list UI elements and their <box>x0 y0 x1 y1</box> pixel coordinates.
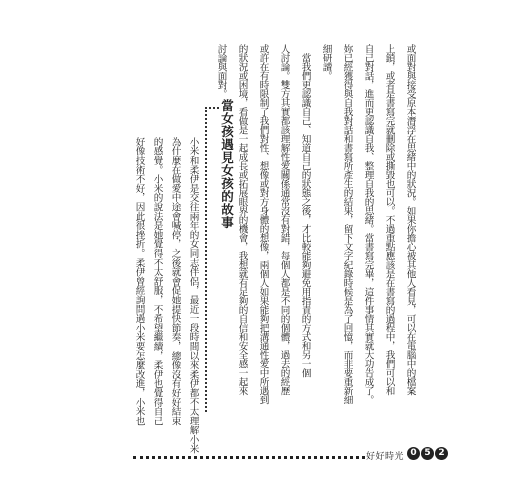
sidebar-text-column: 的感覺。小米的說法是她覺得不太舒服，不希望繼續，柔伊也覺得自己 <box>151 137 163 426</box>
body-text-column: 自己對話，進而更認識自我、整理自我的思緒。當書寫完畢，這件事情其實就大功告成了。 <box>362 44 374 404</box>
sidebar-dotted-border-side <box>205 107 207 412</box>
body-text-column: 細研讀。 <box>320 44 332 80</box>
page-number-digit: 0 <box>407 447 420 460</box>
sidebar-dotted-border-top <box>205 107 219 109</box>
sidebar-text-column: 為什麼在做愛中途會喊停，之後就會促她提快節奏，總像沒有好好結束 <box>169 137 181 426</box>
body-text-column: 當我們更認識自己、知道自己的狀態之後，才比較能夠避免用指責的方式和另一個 <box>299 44 311 377</box>
footer-book-title: 好好時光 <box>366 452 405 462</box>
body-text-column: 的狀況或困境，看做是一起成長或拓展眼界的機會，我想就有足夠的自信和安全感一起來 <box>236 44 248 395</box>
sidebar-title: 當女孩遇見女孩的故事 <box>219 99 235 229</box>
body-text-column: 妳已經獲得與自我對話和書寫所產生的結果，留下文字紀錄時候是為了回憶，而非要重新細 <box>341 44 353 404</box>
sidebar-text-column: 好像技術不好，因此很挫折。柔伊曾經詢問過小米要怎麼改進，小米也 <box>133 137 145 426</box>
body-text-column: 上鎖，或者是書寫完就刪除或撕毀也可以。不過重點應該是在書寫的過程中，我們可以和 <box>383 44 395 395</box>
footer-dotted-rule <box>133 456 365 459</box>
body-text-column: 討論與面對。 <box>215 44 227 98</box>
sidebar-text-column: 小米和柔伊是交往兩年的女同志伴侶，最近一段時間以來柔伊都不太理解小米 <box>187 137 199 454</box>
body-text-column: 人討論。雙方其實都該理解性愛關係通常沒有對錯，每個人都是不同的個體，過去的經歷 <box>278 44 290 395</box>
body-text-column: 或面對與接受原本潛浮在思緒中的狀況。如果你擔心被其他人看見，可以在電腦中的檔案 <box>404 44 416 395</box>
page-number-digit: 5 <box>421 447 434 460</box>
body-text-column: 或許在有時限制了我們對性、想像或對方身體的想像，兩個人如果能夠把溝通性愛中所遇到 <box>257 44 269 404</box>
page-number-digit: 2 <box>435 447 448 460</box>
